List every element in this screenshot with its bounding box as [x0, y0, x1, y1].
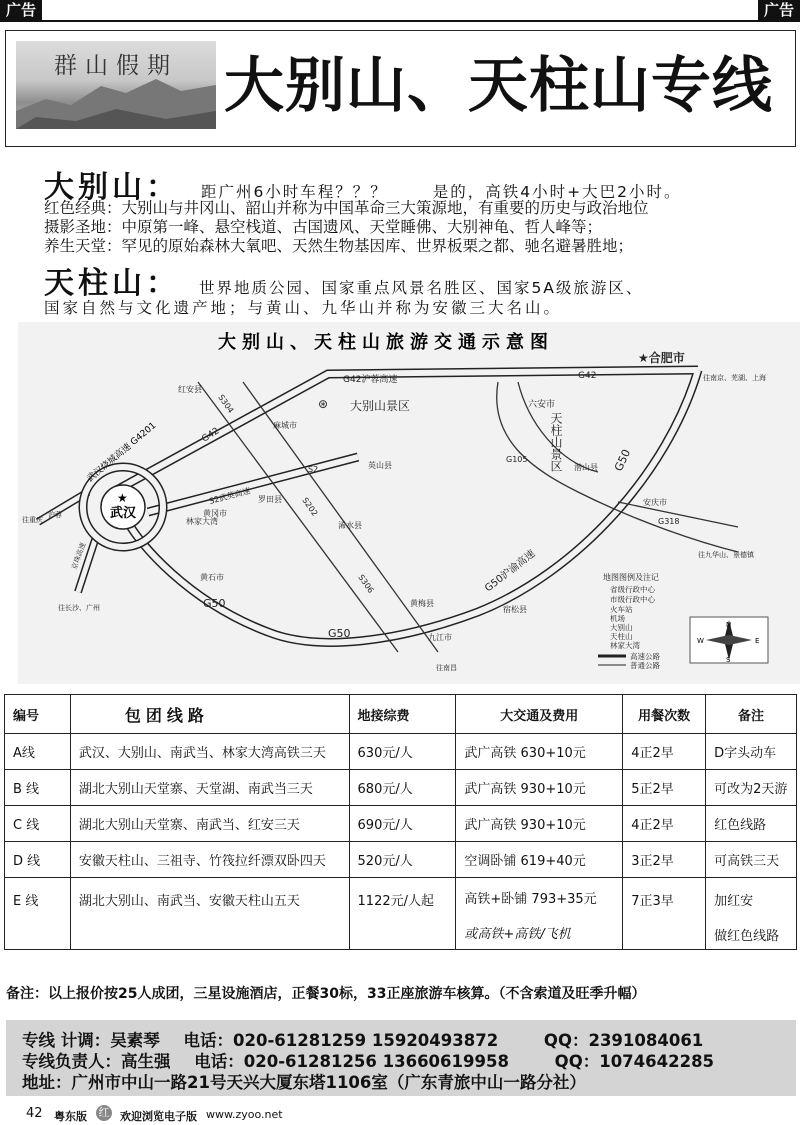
header-id: 编号: [5, 695, 71, 734]
svg-text:机场: 机场: [610, 614, 625, 623]
header-note: 备注: [706, 695, 797, 734]
dabieshan-distance: 距广州6小时车程？？？: [200, 183, 388, 201]
map-g318: G318: [658, 517, 680, 526]
contact-line-1: 专线 计调：吴素琴 电话：020-61281259 15920493872 QQ：2391084061: [22, 1031, 704, 1050]
map-g105: G105: [506, 455, 528, 464]
svg-text:天柱山: 天柱山: [610, 632, 633, 641]
map-g50-hw: G50沪渝高速: [483, 548, 538, 595]
row-e-note2: 做红色线路: [714, 929, 780, 944]
ad-tag-left: 广告: [0, 0, 42, 21]
row-e-transport-alt: 或高铁+高铁/飞机: [464, 927, 571, 942]
edition-label: 粤东版: [54, 1110, 87, 1123]
top-rule: [0, 20, 800, 22]
svg-text:N: N: [726, 621, 732, 629]
svg-text:大别山: 大别山: [610, 623, 633, 632]
map-g50: G50: [611, 447, 634, 474]
map-dabieshan-area: 大别山景区: [350, 399, 411, 413]
table-row: E 线 湖北大别山、南武当、安徽天柱山五天 1122元/人起 高铁+卧铺 793+35元 或高铁+高铁/飞机 7正3早 加红安 做红色线路: [5, 878, 797, 950]
tianzhushan-desc: 世界地质公园、国家重点风景名胜区、国家5A级旅游区、: [198, 279, 644, 297]
map-yingshan: 英山县: [368, 461, 392, 470]
header-transport: 大交通及费用: [456, 695, 623, 734]
map-hefei: ★合肥市: [638, 351, 685, 365]
route-table: [4, 694, 797, 950]
brand-logo: [16, 41, 216, 129]
scenic-icon: ⊛: [318, 397, 329, 411]
map-to-changsha: 往长沙、广州: [58, 604, 100, 612]
map-g42-top: G42沪蓉高速: [343, 375, 398, 385]
page-number: 42: [26, 1106, 43, 1121]
row-e-note: 加红安: [714, 894, 754, 909]
table-header-row: [5, 695, 797, 734]
map-huangmei: 黄梅县: [410, 599, 434, 608]
footer-text: 欢迎浏览电子版: [120, 1110, 197, 1123]
header-fee: 地接综费: [349, 695, 456, 734]
map-liuan: 六安市: [528, 400, 556, 410]
tianzhushan-heading: 天柱山：: [44, 266, 180, 301]
logo-text: 群山假期: [54, 53, 178, 79]
map-luotian: 罗田县: [258, 495, 282, 504]
compass-icon: [690, 617, 768, 664]
map-to-chongqing: 往重庆: [22, 516, 43, 524]
map-to-jiuhua: 往九华山、景德镇: [698, 551, 754, 559]
price-remark: 备注：以上报价按25人成团，三星设施酒店，正餐30标，33正座旅游车核算。（不含索道及旺季升幅）: [6, 986, 646, 1002]
map-g42: G42: [578, 371, 597, 381]
map-linjiadawan: 林家大湾: [186, 517, 218, 526]
map-hongan: 红安县: [178, 385, 202, 394]
map-to-nanjing: 往南京、芜湖、上海: [703, 374, 766, 382]
dabieshan-answer: 是的，高铁4小时+大巴2小时。: [432, 183, 682, 201]
ad-tag-right: 广告: [758, 0, 800, 21]
map-g50-bottom2: G50: [328, 627, 351, 640]
map-xishui: 浠水县: [338, 521, 362, 530]
map-ring-label: 武汉绕城高速 G4201: [85, 420, 159, 485]
map-tianzhushan-area: 天柱山景区: [549, 412, 563, 472]
map-s304: S304: [216, 392, 236, 415]
map-wuhan: 武汉: [110, 506, 137, 521]
map-g50-bottom: G50: [203, 597, 226, 610]
map-s2-short: S2: [308, 465, 319, 474]
map-anqing: 安庆市: [643, 498, 667, 507]
page-title: 大别山、天柱山专线: [224, 51, 773, 121]
table-row: D 线 安徽天柱山、三祖寺、竹筏拉纤漂双卧四天 520元/人 空调卧铺 619+40元 3正2早 可高铁三天: [5, 842, 797, 878]
map-qianshan: 潜山县: [574, 463, 598, 472]
map-hurong: 沪蓉: [48, 511, 62, 519]
dabieshan-heading: 大别山：: [44, 170, 180, 205]
map-g42-left: G42: [200, 426, 222, 445]
table-row: C 线 湖北大别山天堂寨、南武当、红安三天 690元/人 武广高铁 930+10元 4正2早 红色线路: [5, 806, 797, 842]
map-s2: S2武英高速: [208, 486, 252, 506]
map-huangshi: 黄石市: [200, 573, 224, 582]
capital-star-icon: ★: [117, 491, 128, 505]
tianzhushan-desc2: 国家自然与文化遗产地；与黄山、九华山并称为安徽三大名山。: [44, 299, 563, 317]
table-row: B 线 湖北大别山天堂寨、天堂湖、南武当三天 680元/人 武广高铁 930+10元 5正2早 可改为2天游: [5, 770, 797, 806]
header-route: 包团线路: [70, 695, 349, 734]
svg-text:省级行政中心: 省级行政中心: [610, 585, 655, 594]
svg-text:E: E: [755, 637, 760, 645]
traffic-map: [18, 322, 800, 684]
map-to-nanchang: 往南昌: [436, 664, 457, 672]
map-susong: 宿松县: [503, 605, 527, 614]
contact-address: 地址：广州市中山一路21号天兴大厦东塔1106室（广东青旅中山一路分社）: [22, 1073, 586, 1092]
map-huanggang: 黄冈市: [203, 509, 227, 518]
edition-badge-icon: 红: [96, 1105, 112, 1121]
intro-photo: 摄影圣地：中原第一峰、悬空栈道、古国遗风、天堂睡佛、大别神龟、哲人峰等；: [44, 218, 603, 236]
map-jingzhu: 京珠高速: [70, 541, 88, 571]
svg-text:S: S: [726, 656, 731, 664]
intro-red-classic: 红色经典：大别山与井冈山、韶山并称为中国革命三大策源地，有重要的历史与政治地位: [44, 199, 649, 217]
map-s306: S306: [356, 572, 376, 595]
svg-text:地图图例及注记: 地图图例及注记: [603, 573, 659, 582]
map-macheng: 麻城市: [273, 421, 297, 430]
intro-health: 养生天堂：罕见的原始森林大氧吧、天然生物基因库、世界板栗之都、驰名避暑胜地；: [44, 237, 634, 255]
svg-text:林家大湾: 林家大湾: [610, 641, 640, 650]
map-s202: S202: [300, 495, 320, 518]
map-jiujiang: 九江市: [428, 633, 452, 642]
svg-text:普通公路: 普通公路: [630, 661, 660, 670]
contact-line-2: 专线负责人：高生强 电话：020-61281256 13660619958 QQ：1074642285: [22, 1052, 715, 1071]
header-meals: 用餐次数: [623, 695, 706, 734]
table-row: A线 武汉、大别山、南武当、林家大湾高铁三天 630元/人 武广高铁 630+10元 4正2早 D字头动车: [5, 734, 797, 770]
svg-text:高速公路: 高速公路: [630, 652, 660, 661]
footer-url[interactable]: www.zyoo.net: [206, 1108, 283, 1121]
svg-text:W: W: [697, 637, 704, 645]
svg-text:市级行政中心: 市级行政中心: [610, 595, 655, 604]
map-title: 大别山、天柱山旅游交通示意图: [218, 332, 554, 353]
row-e-transport: 高铁+卧铺 793+35元: [464, 892, 597, 907]
svg-text:火车站: 火车站: [610, 605, 633, 614]
